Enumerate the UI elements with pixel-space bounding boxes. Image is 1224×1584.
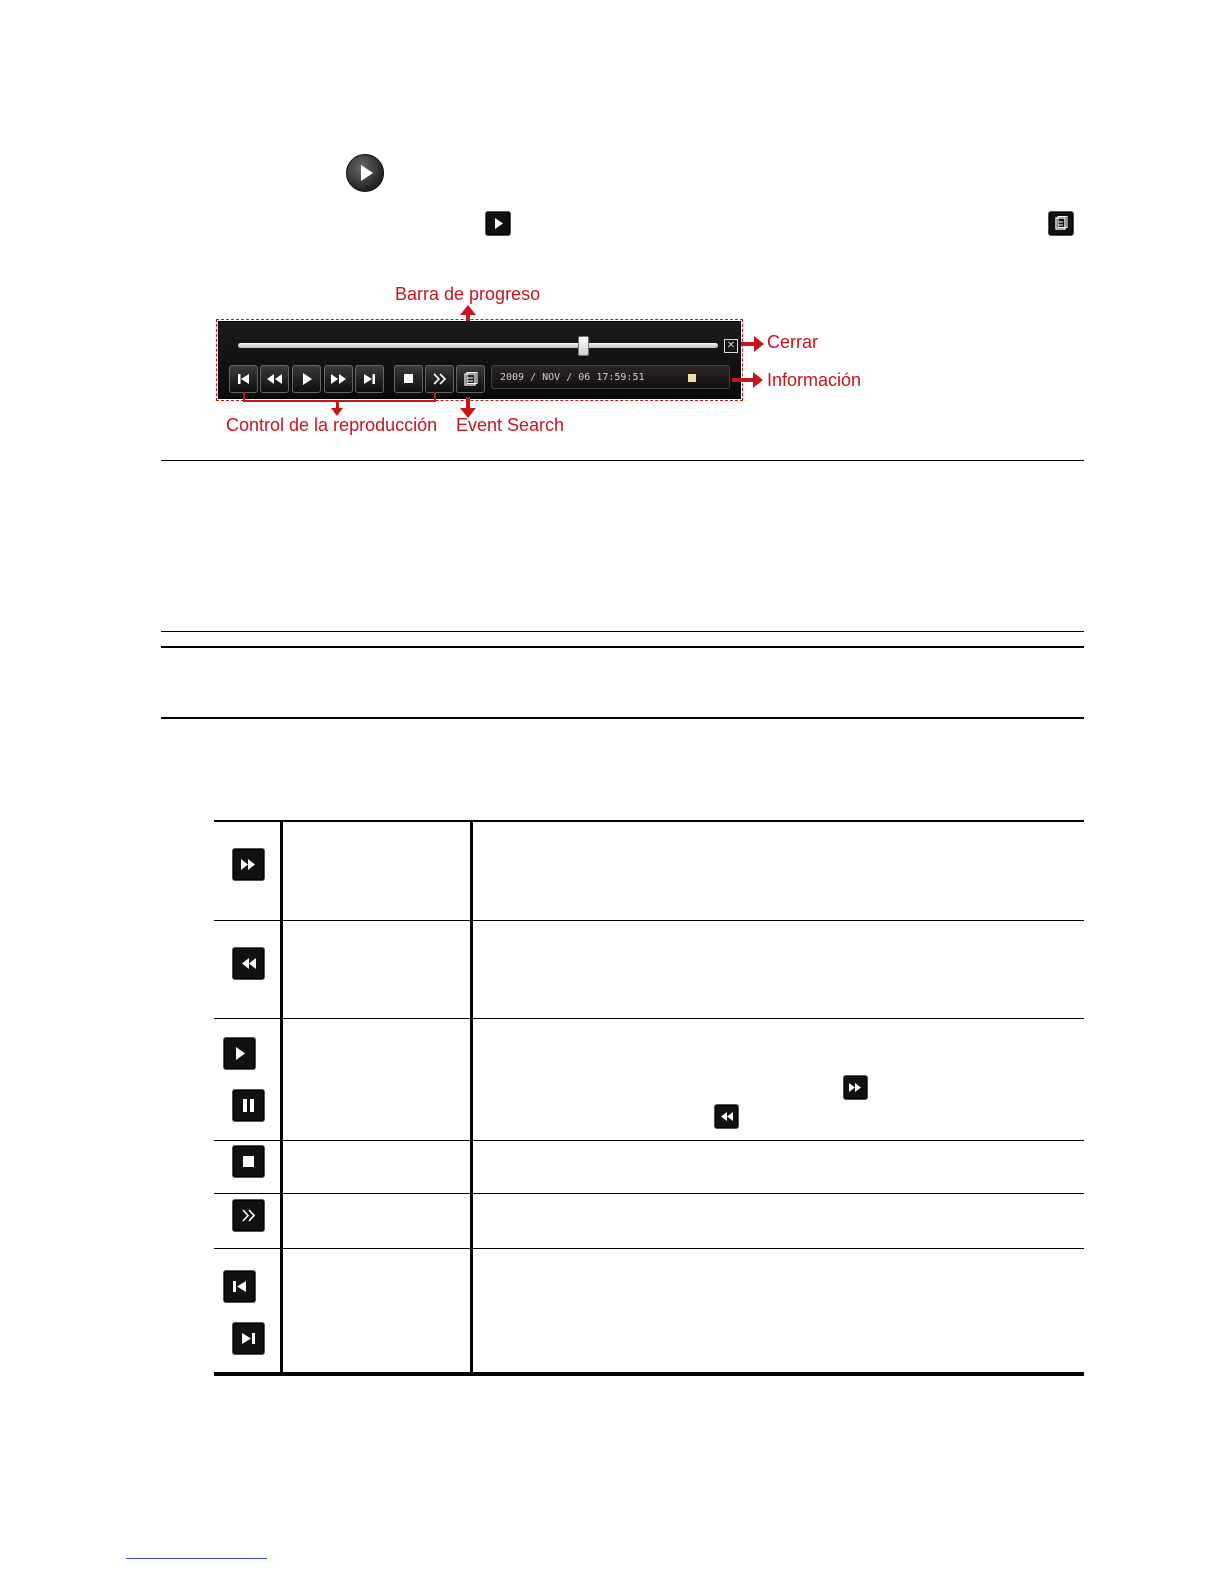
table-row-sep-2 bbox=[214, 1018, 1084, 1019]
table-row-sep-5 bbox=[214, 1248, 1084, 1249]
divider-1 bbox=[161, 460, 1084, 461]
rewind-icon bbox=[232, 947, 265, 980]
previous-icon bbox=[223, 1270, 256, 1303]
table-row-sep-4 bbox=[214, 1193, 1084, 1194]
progress-bar-label: Barra de progreso bbox=[395, 284, 541, 304]
footer-link[interactable] bbox=[126, 1558, 267, 1559]
info-label: Información bbox=[767, 370, 862, 390]
table-row-sep-3 bbox=[214, 1140, 1084, 1141]
info-arrow-head bbox=[753, 372, 763, 388]
info-arrow bbox=[732, 378, 754, 382]
fast-forward-icon bbox=[232, 848, 265, 881]
next-icon bbox=[232, 1322, 265, 1355]
playback-bracket-right bbox=[434, 392, 436, 402]
fast-forward-button[interactable] bbox=[324, 365, 353, 393]
rewind-icon bbox=[714, 1104, 739, 1129]
play-icon bbox=[485, 211, 511, 236]
previous-button[interactable] bbox=[229, 365, 258, 393]
next-button[interactable] bbox=[355, 365, 384, 393]
table-col-sep-2 bbox=[470, 821, 473, 1373]
close-arrow bbox=[741, 342, 755, 346]
divider-3 bbox=[161, 646, 1084, 648]
playback-bracket bbox=[243, 400, 436, 402]
status-square bbox=[688, 374, 696, 382]
event-label: Event Search bbox=[456, 415, 565, 435]
stop-button[interactable] bbox=[394, 365, 423, 393]
table-top-border bbox=[214, 820, 1084, 822]
datetime-text: 2009 / NOV / 06 17:59:51 bbox=[500, 372, 645, 383]
divider-4 bbox=[161, 717, 1084, 719]
playback-bracket-left bbox=[243, 392, 245, 402]
playback-label: Control de la reproducción bbox=[226, 415, 438, 435]
close-label: Cerrar bbox=[767, 332, 819, 352]
slow-icon bbox=[232, 1199, 265, 1232]
pause-icon bbox=[232, 1089, 265, 1122]
info-panel bbox=[491, 365, 730, 389]
progress-arrow-head bbox=[460, 305, 476, 315]
play-circle-icon bbox=[346, 154, 384, 192]
close-icon[interactable]: ✕ bbox=[724, 339, 738, 353]
divider-2 bbox=[161, 631, 1084, 632]
event-list-icon bbox=[1048, 211, 1074, 236]
table-bottom-border bbox=[214, 1372, 1084, 1376]
table-row-sep-1 bbox=[214, 920, 1084, 921]
rewind-button[interactable] bbox=[260, 365, 289, 393]
slow-button[interactable] bbox=[425, 365, 454, 393]
playback-bar bbox=[218, 321, 741, 399]
play-icon bbox=[223, 1037, 256, 1070]
progress-track[interactable] bbox=[238, 343, 718, 348]
table-col-sep-1 bbox=[280, 821, 283, 1373]
close-arrow-head bbox=[754, 336, 764, 352]
play-button[interactable] bbox=[292, 365, 321, 393]
fast-forward-icon bbox=[843, 1075, 868, 1100]
event-search-button[interactable] bbox=[456, 365, 485, 393]
stop-icon bbox=[232, 1145, 265, 1178]
progress-thumb[interactable] bbox=[578, 336, 589, 356]
